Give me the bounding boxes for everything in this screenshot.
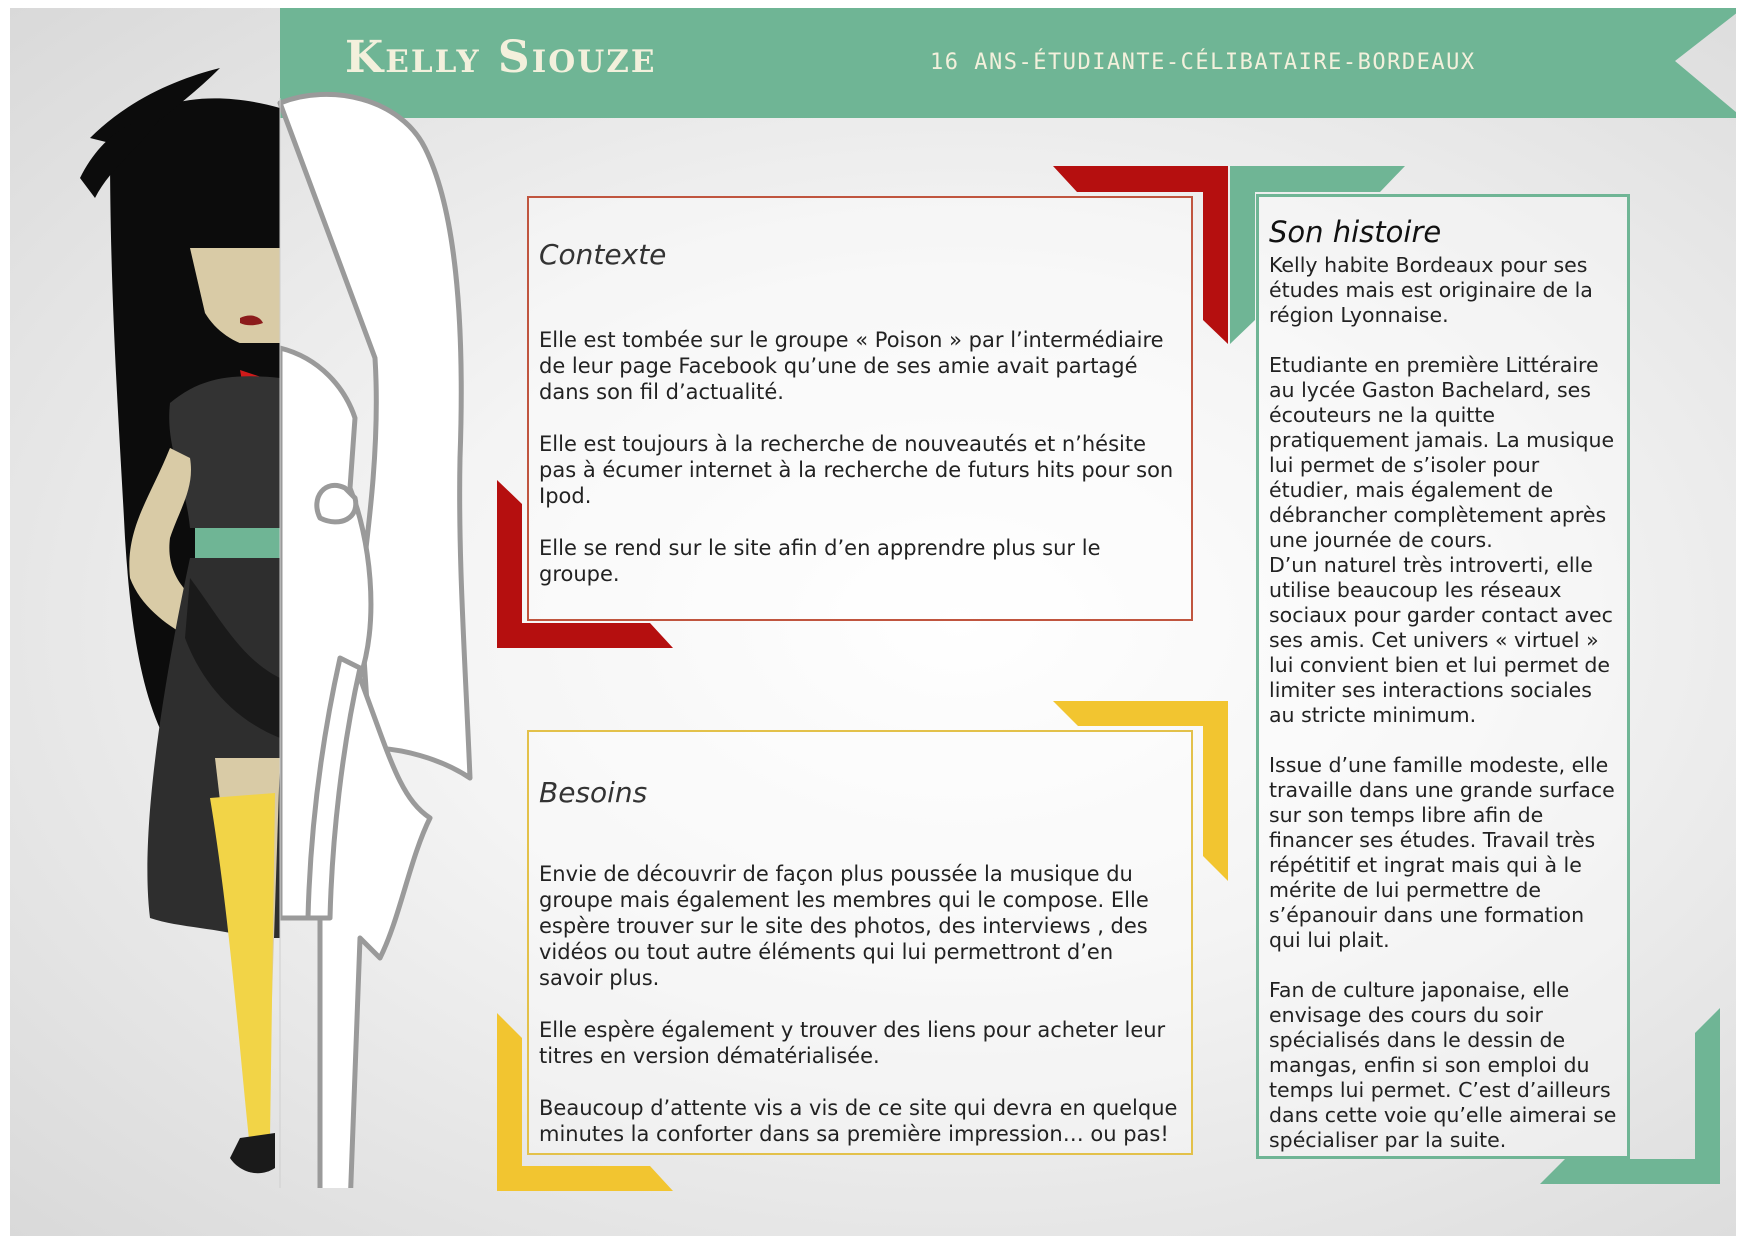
story-paragraph: Etudiante en première Littéraire au lycée Gaston Bachelard, ses écouteurs ne la quitte pratiquement jamais. La musique lui permet de s’isoler pour étudier, mais également de débrancher complètement après une journée de cours. <box>1269 353 1615 552</box>
story-paragraph: Fan de culture japonaise, elle envisage des cours du soir spécialisés dans le dessin de mangas, enfin si son emploi du temps lui permet. C’est d’ailleurs dans cette voie qu’elle aimerai se spécialiser par la suite. <box>1269 978 1617 1152</box>
context-card <box>527 196 1193 621</box>
context-paragraph: Elle est toujours à la recherche de nouveautés et n’hésite pas à écumer internet à la recherche de futurs hits pour son Ipod. <box>539 432 1174 508</box>
persona-page <box>10 8 1736 1236</box>
persona-name: Kelly Siouze <box>345 32 657 83</box>
needs-title: Besoins <box>539 776 648 809</box>
story-card <box>1256 194 1630 1159</box>
context-paragraph: Elle se rend sur le site afin d’en apprendre plus sur le groupe. <box>539 536 1101 586</box>
persona-subtitle: 16 ANS-ÉTUDIANTE-CÉLIBATAIRE-BORDEAUX <box>930 50 1476 75</box>
needs-paragraph: Envie de découvrir de façon plus poussée la musique du groupe mais également les membres qui le compose. Elle espère trouver sur le site des photos, des interviews , des vidéos ou tout autre éléments qui lui permettront d’en savoir plus. <box>539 862 1149 990</box>
story-paragraph: Kelly habite Bordeaux pour ses études mais est originaire de la région Lyonnaise. <box>1269 253 1593 327</box>
story-paragraph: Issue d’une famille modeste, elle travaille dans une grande surface sur son temps libre afin de financer ses études. Travail très répétitif et ingrat mais qui à le mérite de lui permettre de s’épanouir dans une formation qui lui plait. <box>1269 753 1615 952</box>
needs-paragraph: Elle espère également y trouver des liens pour acheter leur titres en version dématérialisée. <box>539 1018 1166 1068</box>
context-paragraph: Elle est tombée sur le groupe « Poison » par l’intermédiaire de leur page Facebook qu’une de ses amie avait partagé dans son fil d’actualité. <box>539 328 1164 404</box>
story-paragraph: D’un naturel très introverti, elle utilise beaucoup les réseaux sociaux pour garder contact avec ses amis. Cet univers « virtuel » lui convient bien et lui permet de limiter ses interactions sociales au stricte minimum. <box>1269 553 1613 727</box>
story-title: Son histoire <box>1269 215 1442 249</box>
context-title: Contexte <box>539 238 667 271</box>
needs-paragraph: Beaucoup d’attente vis a vis de ce site qui devra en quelque minutes la conforter dans sa première impression… ou pas! <box>539 1096 1178 1146</box>
needs-card <box>527 730 1193 1155</box>
